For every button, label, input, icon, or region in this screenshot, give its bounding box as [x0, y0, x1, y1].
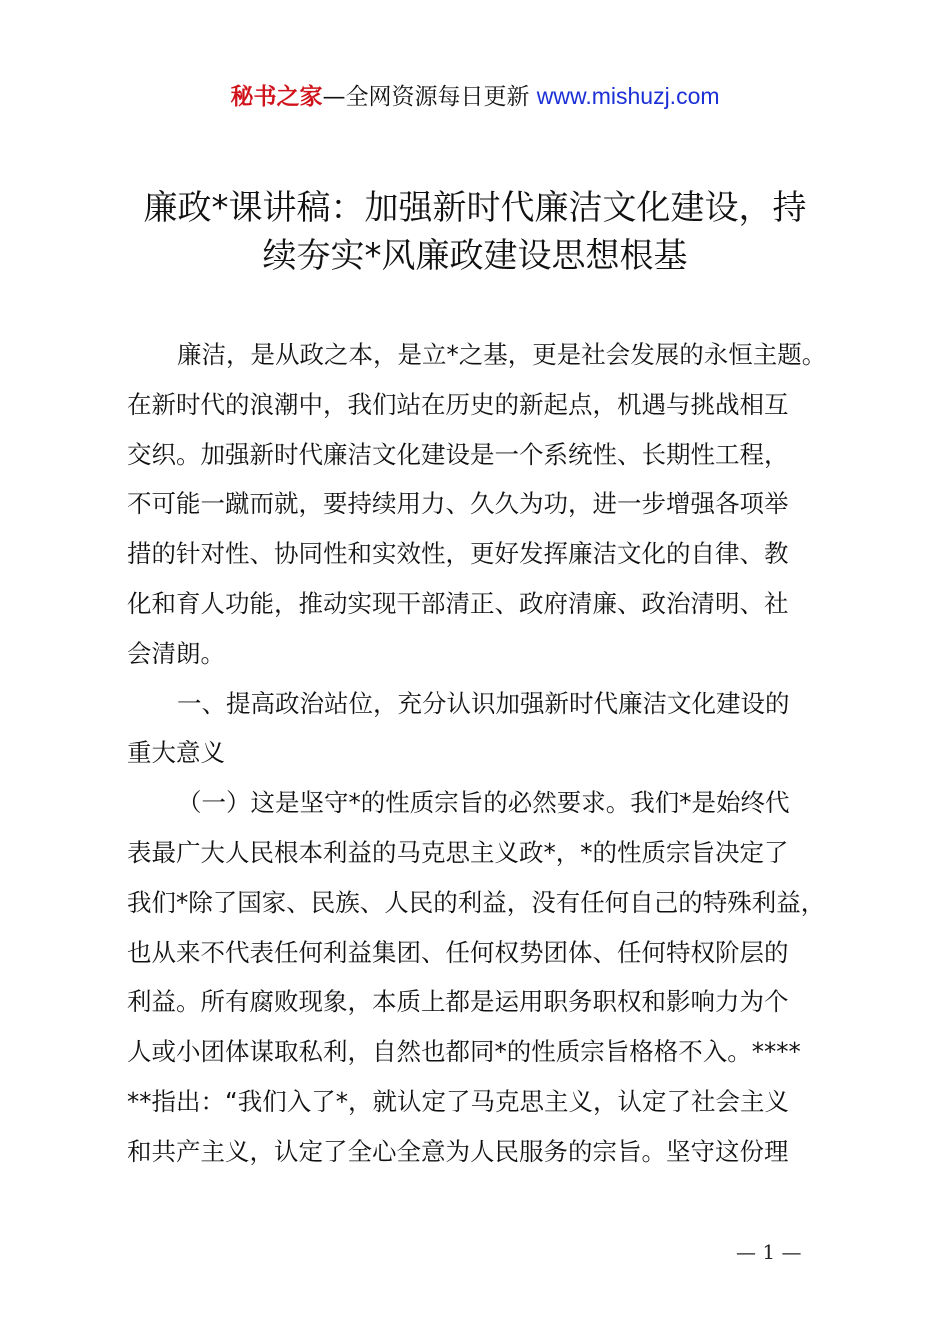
paragraph-line: 不可能一蹴而就，要持续用力、久久为功，进一步增强各项举	[127, 489, 789, 519]
paragraph-line: 也从来不代表任何利益集团、任何权势团体、任何特权阶层的	[127, 937, 789, 967]
site-tagline: —全网资源每日更新	[322, 84, 537, 110]
paragraph-line: **指出：“我们入了*，就认定了马克思主义，认定了社会主义	[127, 1086, 789, 1116]
paragraph-line: 措的针对性、协同性和实效性，更好发挥廉洁文化的自律、教	[127, 539, 789, 569]
paragraph-line: 我们*除了国家、民族、人民的利益，没有任何自己的特殊利益，	[127, 887, 826, 917]
paragraph-line: 化和育人功能，推动实现干部清正、政府清廉、政治清明、社	[127, 588, 789, 618]
paragraph-line: 在新时代的浪潮中，我们站在历史的新起点，机遇与挑战相互	[127, 389, 789, 419]
document-body	[127, 330, 847, 1177]
paragraph-line: 会清朗。	[127, 638, 225, 668]
paragraph-line: 人或小团体谋取私利，自然也都同*的性质宗旨格格不入。****	[127, 1037, 801, 1067]
section-heading-line: 重大意义	[127, 738, 225, 768]
page-number: — 1 —	[736, 1240, 802, 1264]
document-title	[100, 184, 850, 280]
site-brand: 秘书之家	[230, 84, 323, 110]
paragraph-line: （一）这是坚守*的性质宗旨的必然要求。我们*是始终代	[177, 788, 790, 818]
site-url-link[interactable]: www.mishuzj.com	[536, 83, 720, 109]
paragraph-line: 表最广大人民根本利益的马克思主义政*，*的性质宗旨决定了	[127, 837, 789, 867]
paragraph-line: 交织。加强新时代廉洁文化建设是一个系统性、长期性工程，	[127, 439, 789, 469]
paragraph-line: 和共产主义，认定了全心全意为人民服务的宗旨。坚守这份理	[127, 1136, 789, 1166]
title-line-2: 续夯实*风廉政建设思想根基	[262, 236, 688, 276]
title-line-1: 廉政*课讲稿：加强新时代廉洁文化建设，持	[143, 188, 807, 228]
site-header	[0, 80, 950, 113]
paragraph-line: 利益。所有腐败现象，本质上都是运用职务职权和影响力为个	[127, 987, 789, 1017]
paragraph-line: 廉洁，是从政之本，是立*之基，更是社会发展的永恒主题。	[177, 340, 827, 369]
section-heading-line: 一、提高政治站位，充分认识加强新时代廉洁文化建设的	[177, 688, 790, 718]
